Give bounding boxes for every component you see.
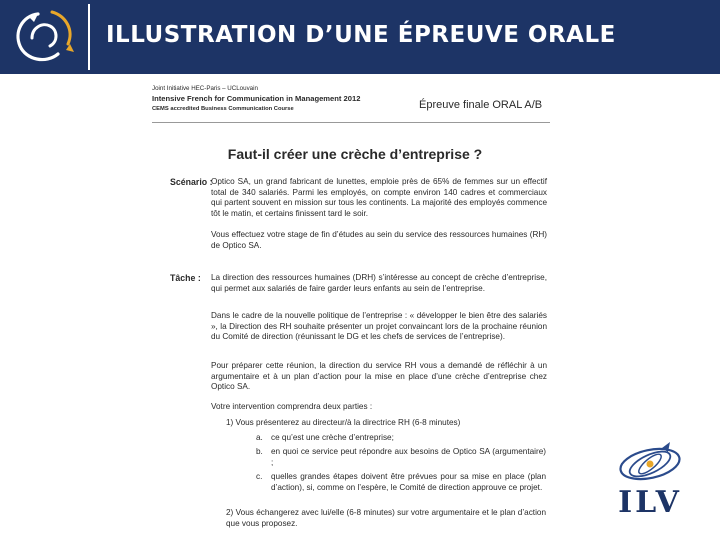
sub-item-c: quelles grandes étapes doivent être prévues pour sa mise en place (plan d’action), si, comme on l’espère, le Comité de direction approuve ce projet. [271,472,546,492]
task-paragraph-2: Dans le cadre de la nouvelle politique de l’entreprise : « développer le bien être des salariés », la Direction des RH souhaite présenter un projet convaincant lors de la prochaine réunion du Comité de direction (réunissant le DG et les chefs de services de l’entreprise). [211,311,547,342]
document-title: Faut-il créer une crèche d’entreprise ? [227,146,483,162]
sub-item-b: en quoi ce service peut répondre aux besoins de Optico SA (argumentaire) ; [271,447,546,467]
sub-item-a: ce qu’est une crèche d’entreprise; [271,433,394,442]
header-rule [152,122,550,123]
title-banner [0,0,720,74]
document-header [152,84,360,114]
sub-item-a-letter: a. [256,433,263,442]
exam-document [140,80,560,540]
ilv-logo-text: ILV [618,485,682,520]
scenario-paragraph-1: Optico SA, un grand fabricant de lunettes, emploie près de 65% de femmes sur un effectif total de 340 salariés. Parmi les employés, on compte environ 140 cadres et commerciaux qui partent souvent en mission sur tous les continents. La majorité des employés commence tôt le matin, et certains finissent tard le soir. [211,177,547,218]
scenario-label: Scénario : [170,177,213,187]
header-line-2: Intensive French for Communication in Management 2012 [152,94,361,103]
header-line-1: Joint Initiative HEC-Paris – UCLouvain [152,85,258,92]
task-paragraph-4: Votre intervention comprendra deux parties : [211,402,373,411]
swirl-logo-icon [8,4,82,70]
banner-divider [88,4,90,70]
slide-title: ILLUSTRATION D’UNE ÉPREUVE ORALE [106,22,616,48]
sub-item-c-letter: c. [256,472,263,481]
task-label: Tâche : [170,273,201,283]
task-paragraph-3: Pour préparer cette réunion, la direction du service RH vous a demandé de réfléchir à un argumentaire et à un plan d’action pour la mise en place d’une crèche d’entreprise chez Optico SA. [211,361,547,392]
ilv-logo-icon [610,430,690,522]
part-2: 2) Vous échangerez avec lui/elle (6-8 minutes) sur votre argumentaire et le plan d’action que vous proposez. [226,508,546,528]
sub-item-b-letter: b. [256,447,263,456]
exam-label: Épreuve finale ORAL A/B [419,99,543,111]
scenario-paragraph-2: Vous effectuez votre stage de fin d’études au sein du service des ressources humaines (RH) de Optico SA. [211,230,547,250]
task-paragraph-1: La direction des ressources humaines (DRH) s’intéresse au concept de crèche d’entreprise, qui permet aux salariés de faire garder leurs enfants au sein de l’entreprise. [211,273,547,293]
header-line-3: CEMS accredited Business Communication Course [152,106,294,112]
part-1: 1) Vous présenterez au directeur/à la directrice RH (6-8 minutes) [226,418,461,427]
